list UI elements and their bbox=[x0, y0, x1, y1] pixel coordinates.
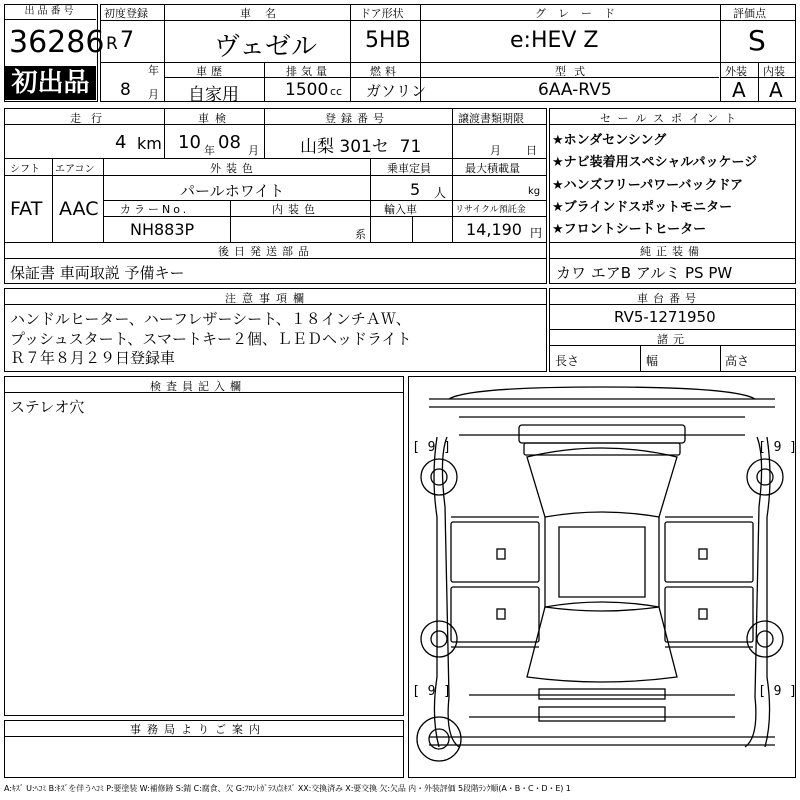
displacement: 1500 bbox=[285, 80, 329, 100]
inspector-note: ステレオ穴 bbox=[10, 398, 85, 416]
height-label: 高さ bbox=[725, 354, 750, 368]
lot-block bbox=[4, 4, 105, 102]
score-label: 評価点 bbox=[733, 7, 766, 20]
int-color-label: 内装色 bbox=[272, 203, 320, 216]
sales-point-item: ★ホンダセンシング bbox=[552, 133, 667, 148]
inspection-month-unit: 月 bbox=[248, 144, 259, 157]
transfer-month-unit: 月 bbox=[490, 144, 501, 157]
sales-point-item: ★ハンズフリーパワーバックドア bbox=[552, 178, 744, 193]
displacement-unit: cc bbox=[330, 85, 343, 98]
length-label: 長さ bbox=[555, 354, 580, 368]
tire-mark-rear-left: [ 9 ] bbox=[412, 684, 452, 699]
shift: FAT bbox=[10, 198, 43, 220]
later-parts: 保証書 車両取説 予備キー bbox=[10, 264, 185, 282]
later-parts-label: 後日発送部品 bbox=[218, 245, 314, 258]
plate-label: 登録番号 bbox=[325, 112, 389, 125]
ac: AAC bbox=[59, 198, 99, 220]
door-label: ドア形状 bbox=[360, 7, 404, 20]
sales-points-label: セールスポイント bbox=[600, 112, 744, 125]
sales-point-item: ★ナビ装着用スペシャルパッケージ bbox=[552, 155, 758, 170]
capacity: 5 bbox=[410, 180, 421, 199]
import-label: 輸入車 bbox=[384, 203, 417, 216]
legend: A:ｷｽﾞ U:ﾍｺﾐ B:ｷｽﾞを伴うﾍｺﾐ P:要塗装 W:補修跡 S:錆 C:腐食、欠 G:ﾌﾛﾝﾄｶﾞﾗｽ点ｷｽﾞ XX:交換済み X:要交換 欠:欠品 内・外装評価 5段階ﾗﾝｸ順(A・B・C・D・E) 1 bbox=[4, 784, 571, 793]
exterior-label: 外装 bbox=[725, 65, 747, 78]
fuel-label: 燃料 bbox=[370, 65, 400, 78]
tire-mark-rear-right: [ 9 ] bbox=[758, 684, 798, 699]
car-name-label: 車名 bbox=[240, 7, 290, 20]
genuine-equipment: カワ エアB アルミ PS PW bbox=[556, 264, 733, 282]
inspector-label: 検査員記入欄 bbox=[150, 380, 246, 393]
color-no-label: カラーNo. bbox=[120, 203, 190, 216]
chassis-number: RV5-1271950 bbox=[614, 308, 716, 326]
color-label: 外装色 bbox=[210, 162, 258, 175]
lot-number: 36286 bbox=[9, 25, 105, 60]
year-unit: 年 bbox=[148, 64, 159, 77]
fuel: ガソリン bbox=[366, 82, 427, 100]
model-label: 型式 bbox=[555, 65, 593, 78]
car-name: ヴェゼル bbox=[214, 32, 317, 62]
caution-line: Ｒ７年８月２９日登録車 bbox=[10, 349, 176, 367]
interior-score: A bbox=[769, 78, 783, 102]
first-reg-year: 7 bbox=[120, 28, 134, 53]
interior-label: 内装 bbox=[763, 65, 785, 78]
model: 6AA-RV5 bbox=[538, 80, 612, 100]
car-history: 自家用 bbox=[188, 85, 239, 105]
load-unit: kg bbox=[528, 186, 541, 197]
tire-mark-front-left: [ 9 ] bbox=[412, 440, 452, 455]
caution-line: ハンドルヒーター、ハーフレザーシート、１８インチＡＷ、 bbox=[10, 310, 411, 328]
vehicle-diagram bbox=[409, 377, 798, 777]
caution-label: 注意事項欄 bbox=[225, 292, 310, 305]
recycle-fee: 14,190 bbox=[466, 220, 522, 239]
transfer-label: 譲渡書類期限 bbox=[458, 112, 524, 125]
sales-point-item: ★ブラインドスポットモニター bbox=[552, 200, 733, 215]
first-listing-badge: 初出品 bbox=[5, 66, 96, 100]
mileage-unit: km bbox=[137, 134, 162, 153]
mileage: 4 bbox=[115, 132, 127, 153]
plate-number: 山梨 301セ 71 bbox=[300, 137, 422, 157]
lot-label: 出品番号 bbox=[5, 5, 96, 20]
genuine-equipment-label: 純正装備 bbox=[640, 245, 704, 258]
dims-label: 諸元 bbox=[657, 333, 689, 346]
grade-label: グレード bbox=[535, 7, 627, 20]
int-color-unit: 系 bbox=[355, 228, 366, 241]
tire-mark-front-right: [ 9 ] bbox=[758, 440, 798, 455]
history-label: 車歴 bbox=[196, 65, 226, 78]
inspection-month: 08 bbox=[218, 132, 241, 153]
recycle-label: リサイクル預託金 bbox=[455, 205, 526, 215]
score: S bbox=[748, 24, 766, 57]
recycle-unit: 円 bbox=[530, 226, 543, 240]
capacity-unit: 人 bbox=[434, 186, 447, 200]
office-label: 事務局よりご案内 bbox=[130, 723, 266, 736]
caution-line: プッシュスタート、スマートキー２個、ＬＥＤヘッドライト bbox=[10, 330, 412, 348]
month-unit: 月 bbox=[148, 88, 159, 101]
inspection-label: 車検 bbox=[198, 112, 232, 125]
inspection-year-unit: 年 bbox=[204, 144, 215, 157]
displacement-label: 排気量 bbox=[286, 65, 331, 78]
inspection-year: 10 bbox=[178, 132, 201, 153]
width-label: 幅 bbox=[646, 354, 659, 368]
shift-label: シフト bbox=[10, 164, 40, 175]
color-number: NH883P bbox=[130, 220, 195, 239]
first-reg-label: 初度登録 bbox=[104, 7, 148, 20]
first-reg-month: 8 bbox=[120, 80, 131, 100]
capacity-label: 乗車定員 bbox=[387, 162, 431, 175]
sales-point-item: ★フロントシートヒーター bbox=[552, 222, 707, 237]
chassis-label: 車台番号 bbox=[637, 292, 701, 305]
inspector-box bbox=[4, 376, 404, 716]
exterior-score: A bbox=[732, 78, 746, 102]
load-label: 最大積載量 bbox=[465, 162, 520, 175]
door-type: 5HB bbox=[365, 28, 411, 53]
exterior-color: パールホワイト bbox=[180, 182, 285, 200]
grade: e:HEV Z bbox=[510, 28, 599, 53]
era: R bbox=[106, 34, 118, 54]
ac-label: エアコン bbox=[55, 164, 95, 175]
mileage-label: 走行 bbox=[70, 112, 112, 125]
transfer-day-unit: 日 bbox=[526, 144, 537, 157]
